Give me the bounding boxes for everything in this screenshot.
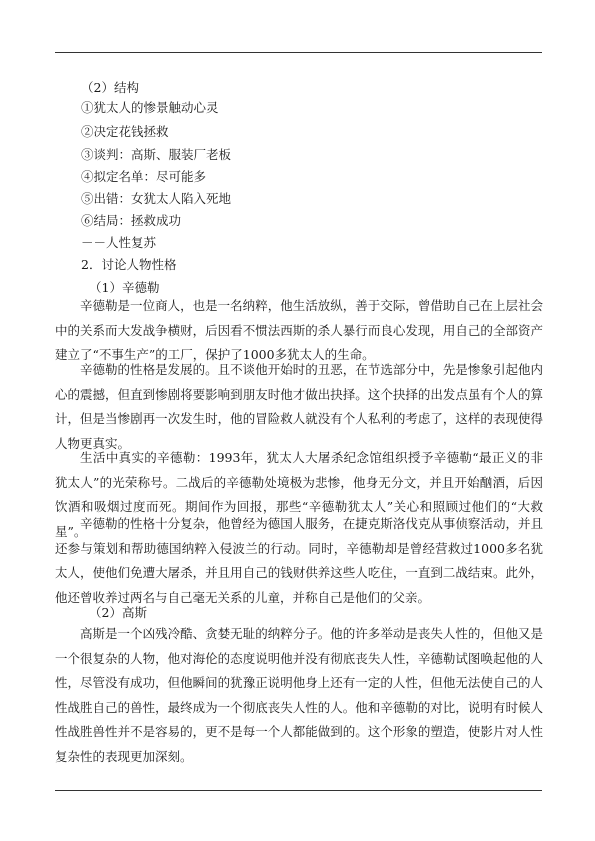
structure-heading: （2）结构 (81, 80, 139, 95)
schindler-paragraph-1: 辛德勒是一位商人，也是一名纳粹，他生活放纵，善于交际，曾借助自己在上层社会中的关系而大发战争横财，后因看不惯法西斯的杀人暴行而良心发现，用自己的全部资产建立了“不事生产”的工厂，保护了1000多犹太人的生命。 (55, 298, 543, 363)
goeth-paragraph-1: 高斯是一个凶残冷酷、贪婪无耻的纳粹分子。他的许多举动是丧失人性的，但他又是一个很复杂的人物，他对海伦的态度说明他并没有彻底丧失人性，辛德勒试图唤起他的人性，尽管没有成功，但他瞬间的犹豫正说明他身上还有一定的人性，但他无法使自己的人性战胜自己的兽性，最终成为一个彻底丧失人性的人。他和辛德勒的对比，说明有时候人性战胜兽性并不是容易的，更不是每一个人都能做到的。这个形象的塑造，使影片对人性复杂性的表现更加深刻。 (55, 626, 543, 764)
schindler-paragraph-2: 辛德勒的性格是发展的。且不谈他开始时的丑恶，在节选部分中，先是惨象引起他内心的震撼，但直到惨剧将要影响到朋友时他才做出抉择。这个抉择的出发点虽有个人的算计，但是当惨剧再一次发生时，他的冒险救人就没有个人私利的考虑了，这样的表现使得人物更真实。 (55, 362, 543, 451)
structure-subtitle: －－人性复苏 (81, 235, 157, 250)
structure-item-5: ⑤出错：女犹太人陷入死地 (81, 191, 232, 206)
footer-rule (55, 790, 542, 791)
schindler-paragraph-4: 辛德勒的性格十分复杂，他曾经为德国人服务，在捷克斯洛伐克从事侦察活动，并且还参与策划和帮助德国纳粹入侵波兰的行动。同时，辛德勒却是曾经营救过1000多名犹太人，使他们免遭大屠杀，并且用自己的钱财供养这些人吃住，一直到二战结束。此外，他还曾收养过两名与自己毫无关系的儿童，并称自己是他们的父亲。 (55, 516, 543, 605)
schindler-paragraph-3: 生活中真实的辛德勒：1993年，犹太人大屠杀纪念馆组织授予辛德勒“最正义的非犹太人”的光荣称号。二战后的辛德勒处境极为悲惨，他身无分文，并且开始酗酒，后因饮酒和吸烟过度而死。期间作为回报，那些“辛德勒犹太人”关心和照顾过他们的“大救星”。 (55, 450, 543, 539)
header-rule (55, 52, 542, 53)
structure-item-4: ④拟定名单：尽可能多 (81, 169, 207, 184)
structure-item-2: ②决定花钱拯救 (81, 124, 169, 139)
structure-item-1: ①犹太人的惨景触动心灵 (81, 100, 219, 115)
goeth-heading: （2）高斯 (89, 605, 147, 620)
schindler-heading: （1）辛德勒 (89, 280, 160, 295)
structure-item-3: ③谈判：高斯、服装厂老板 (81, 147, 232, 162)
discussion-heading: 2．讨论人物性格 (81, 257, 177, 272)
structure-item-6: ⑥结局：拯救成功 (81, 213, 182, 228)
